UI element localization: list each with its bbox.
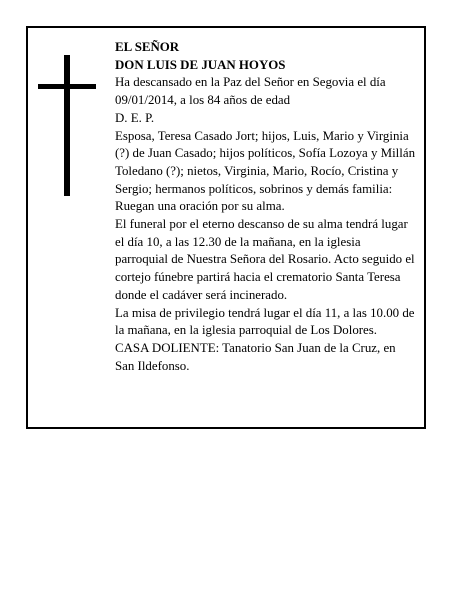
obituary-death-notice: Ha descansado en la Paz del Señor en Segovia el día 09/01/2014, a los 84 años de edad: [115, 75, 386, 108]
obituary-prayer-request: Ruegan una oración por su alma.: [115, 199, 285, 214]
obituary-title-line-1: EL SEÑOR: [115, 40, 180, 54]
obituary-mourning-house: CASA DOLIENTE: Tanatorio San Juan de la Cruz, en San Ildefonso.: [115, 340, 396, 373]
obituary-funeral-details: El funeral por el eterno descanso de su alma tendrá lugar el día 10, a las 12.30 de la mañana, en la iglesia parroquial de Nuestra Señora del Rosario. Acto seguido el cortejo fúnebre partirá hacia el crematorio Santa Teresa donde el cadáver será incinerado.: [115, 217, 415, 302]
cross-vertical-bar: [64, 55, 70, 196]
obituary-deceased-name: DON LUIS DE JUAN HOYOS: [115, 57, 286, 72]
obituary-text: [115, 39, 415, 375]
obituary-rip: D. E. P.: [115, 110, 155, 125]
obituary-mass-details: La misa de privilegio tendrá lugar el día 11, a las 10.00 de la mañana, en la iglesia parroquial de Los Dolores.: [115, 305, 415, 338]
obituary-family: Esposa, Teresa Casado Jort; hijos, Luis, Mario y Virginia (?) de Juan Casado; hijos políticos, Sofía Lozoya y Millán Toledano (?); nietos, Virginia, Mario, Rocío, Cristina y Sergio; hermanos políticos, sobrinos y demás familia:: [115, 128, 416, 196]
cross-horizontal-bar: [38, 84, 96, 89]
